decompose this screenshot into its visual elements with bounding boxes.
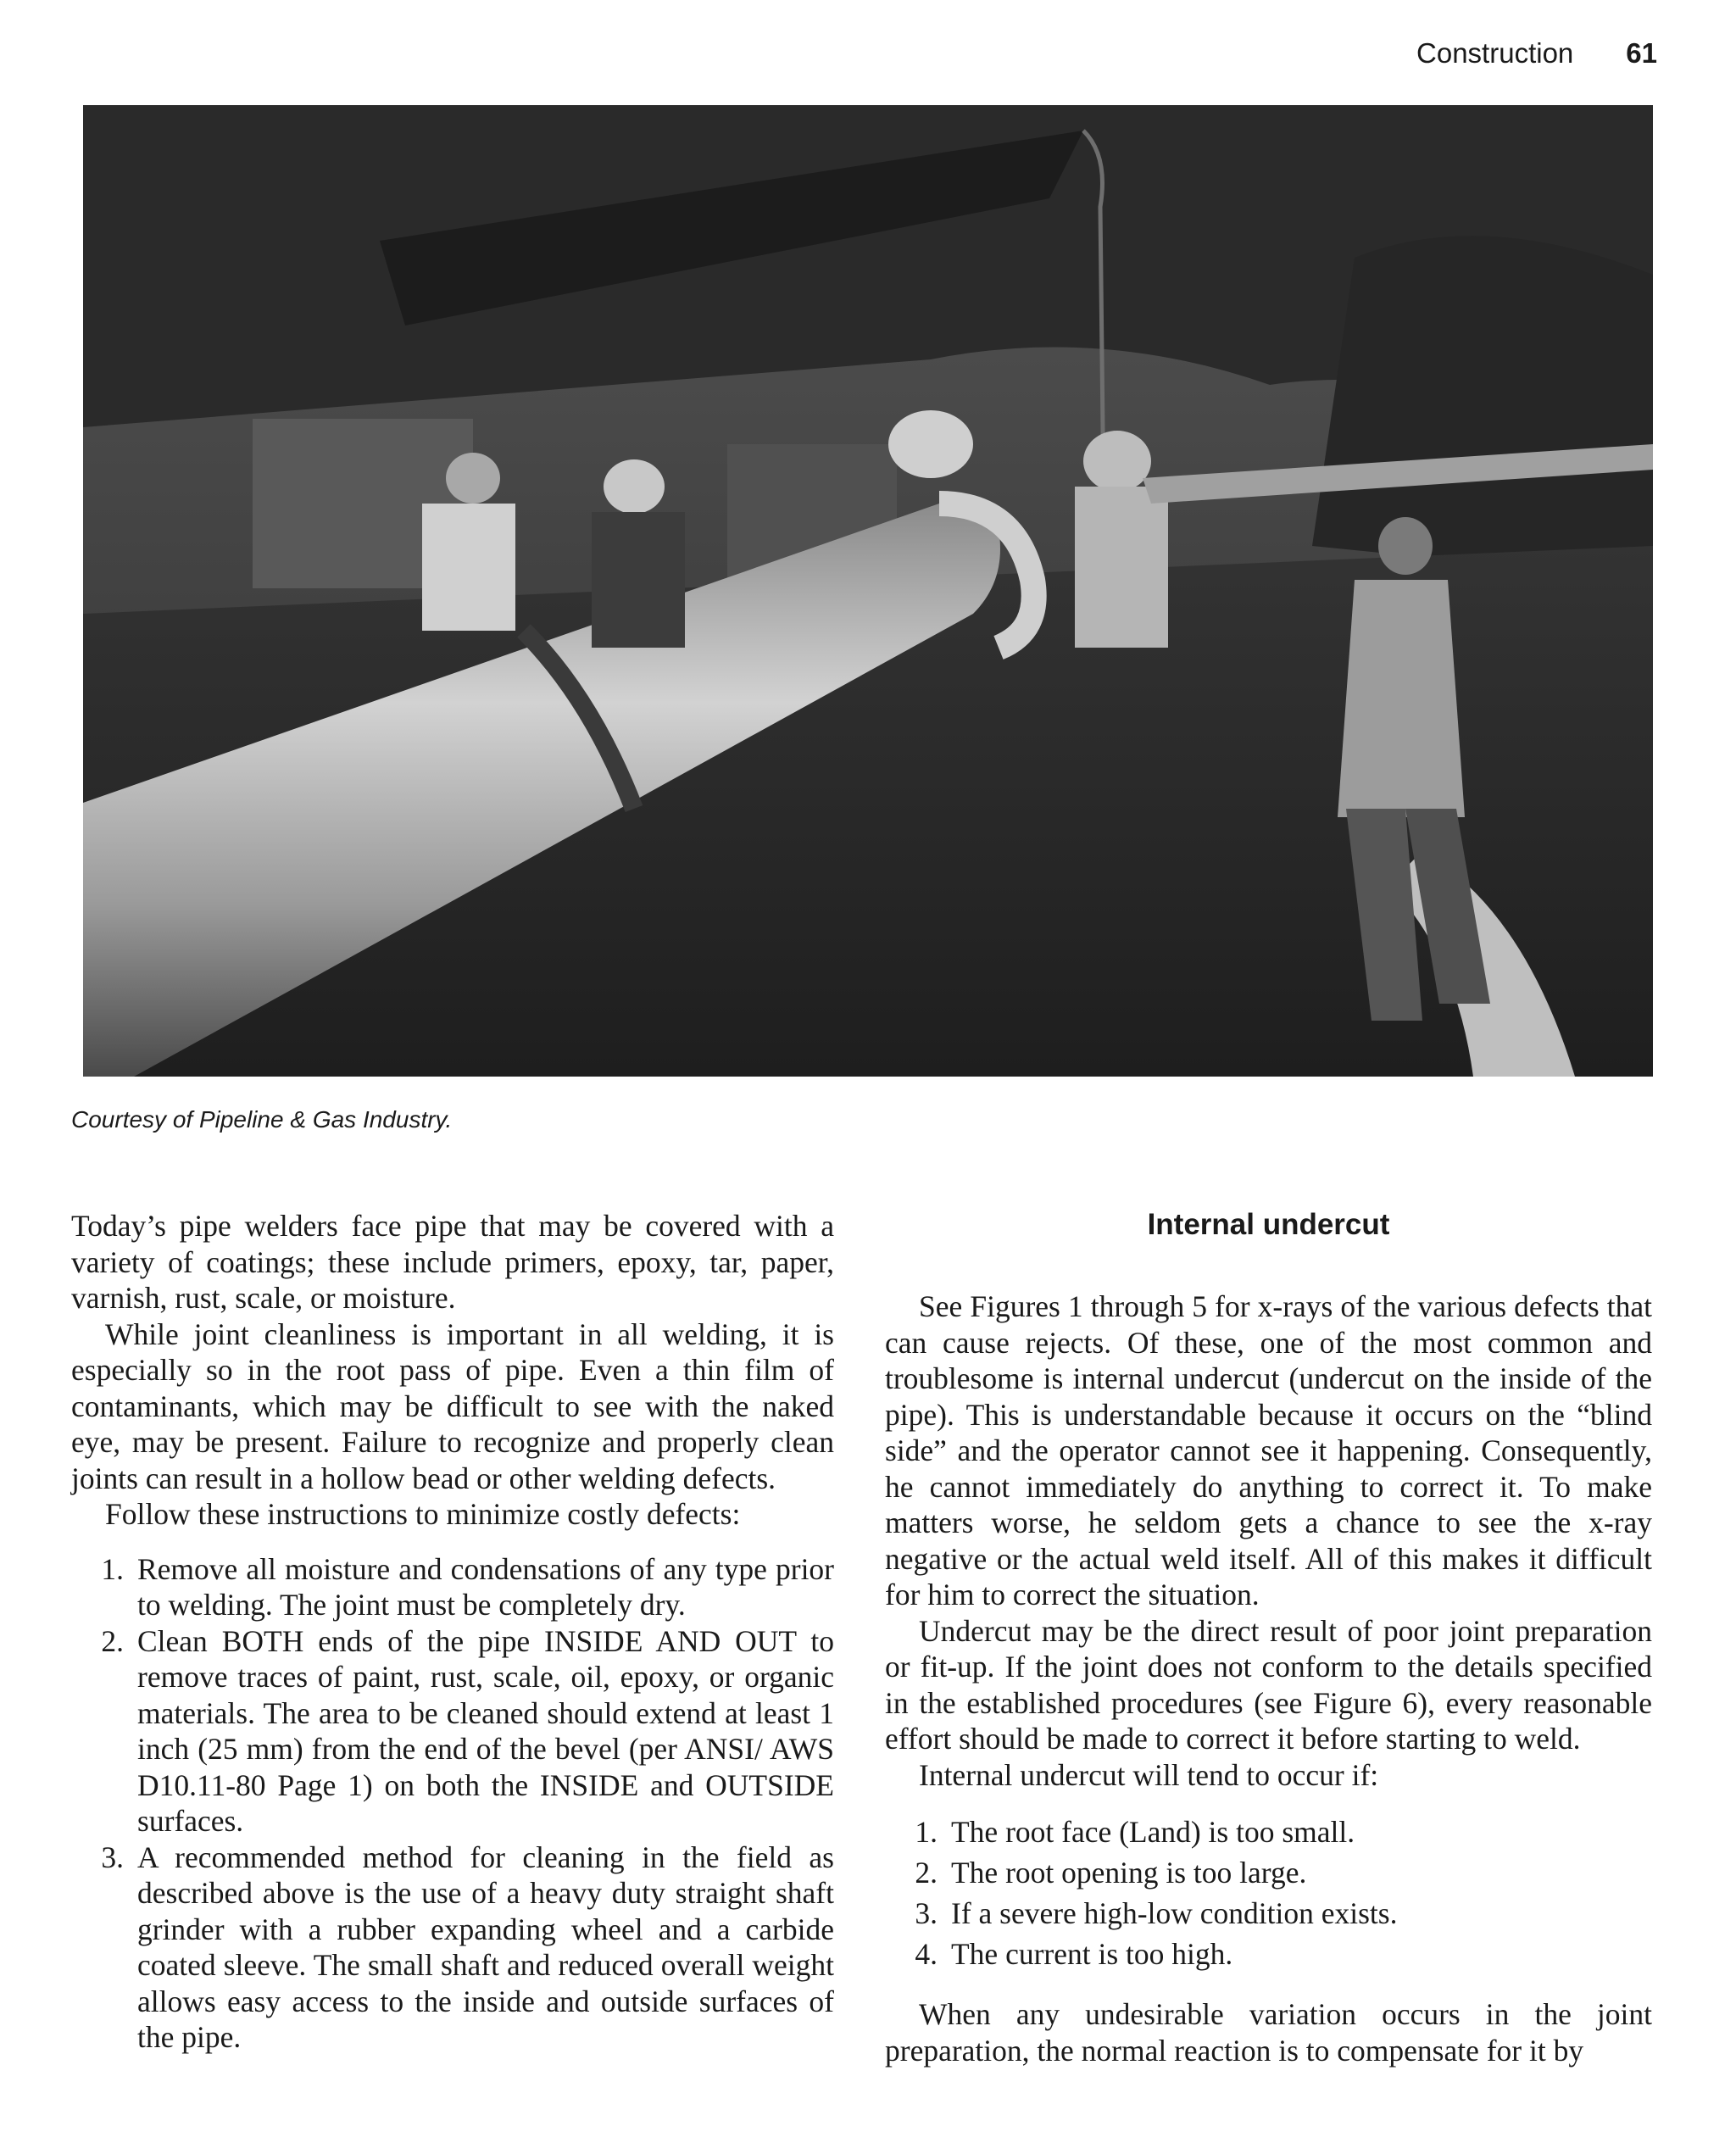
paragraph: While joint cleanliness is important in all welding, it is especially so in the root pass of pipe. Even a thin film of contaminants, which may be difficult to see with the naked eye, may be present. Failure to recognize and properly clean joints can result in a hollow bead or other welding defects. (71, 1316, 834, 1495)
list-number: 2. (101, 1623, 124, 1658)
list-text: A recommended method for cleaning in the field as described above is the use of a heavy duty straight shaft grinder with a rubber expanding wheel and a carbide coated sleeve. The small shaft and reduced overall weight allows easy access to the inside and outside surfaces of the pipe. (137, 1840, 834, 2054)
list-text: Remove all moisture and condensations of any type prior to welding. The joint must be completely dry. (137, 1551, 834, 1622)
list-item (885, 1893, 1652, 1934)
list-item (885, 1934, 1652, 1974)
list-item (885, 1812, 1652, 1852)
list-text: The current is too high. (951, 1937, 1233, 1971)
list-number: 3. (915, 1896, 938, 1930)
list-number: 1. (101, 1551, 124, 1586)
list-item (71, 1840, 834, 2056)
list-number: 4. (915, 1937, 938, 1971)
undercut-causes-list (885, 1812, 1652, 1974)
list-item (885, 1852, 1652, 1893)
list-number: 3. (101, 1840, 124, 1874)
list-item (71, 1623, 834, 1840)
section-title: Construction (1416, 37, 1574, 69)
right-column (885, 1208, 1652, 2068)
paragraph: Internal undercut will tend to occur if: (919, 1757, 1379, 1792)
list-text: Clean BOTH ends of the pipe INSIDE AND OUT to remove traces of paint, rust, scale, oil, epoxy, or organic materials. The area to be cleaned should extend at least 1 inch (25 mm) from the end of the bevel (per ANSI/ AWS D10.11-80 Page 1) on both the INSIDE and OUTSIDE surfaces. (137, 1623, 834, 1838)
photo-caption: Courtesy of Pipeline & Gas Industry. (71, 1106, 453, 1133)
running-header (1416, 37, 1657, 70)
list-number: 1. (915, 1815, 938, 1849)
left-column (71, 1208, 834, 2056)
paragraph: When any undesirable variation occurs in the joint preparation, the normal reaction is to compensate for it by (885, 1997, 1652, 2068)
list-item (71, 1551, 834, 1623)
list-number: 2. (915, 1856, 938, 1890)
list-text: The root opening is too large. (951, 1856, 1307, 1890)
pipeline-photo (83, 105, 1653, 1077)
paragraph: See Figures 1 through 5 for x-rays of the various defects that can cause rejects. Of these, one of the most common and troublesome is internal undercut (undercut on the inside of the pipe). This is understandable because it occurs on the “blind side” and the operator cannot see it happening. Consequently, he cannot immediately do anything to correct it. To make matters worse, he seldom gets a chance to see the x-ray negative or the actual weld itself. All of this makes it difficult for him to correct the situation. (885, 1289, 1652, 1611)
paragraph: Today’s pipe welders face pipe that may be covered with a variety of coatings; these include primers, epoxy, tar, paper, varnish, rust, scale, or moisture. (71, 1209, 834, 1315)
section-heading: Internal undercut (1147, 1208, 1390, 1241)
page-number: 61 (1626, 37, 1657, 69)
cleaning-steps-list (71, 1551, 834, 2056)
list-text: The root face (Land) is too small. (951, 1815, 1355, 1849)
list-text: If a severe high-low condition exists. (951, 1896, 1398, 1930)
photo-illustration (83, 105, 1653, 1077)
paragraph: Follow these instructions to minimize costly defects: (105, 1497, 741, 1531)
paragraph: Undercut may be the direct result of poor joint preparation or fit-up. If the joint does not conform to the details specified in the established procedures (see Figure 6), every reasonable effort should be made to correct it before starting to weld. (885, 1613, 1652, 1756)
